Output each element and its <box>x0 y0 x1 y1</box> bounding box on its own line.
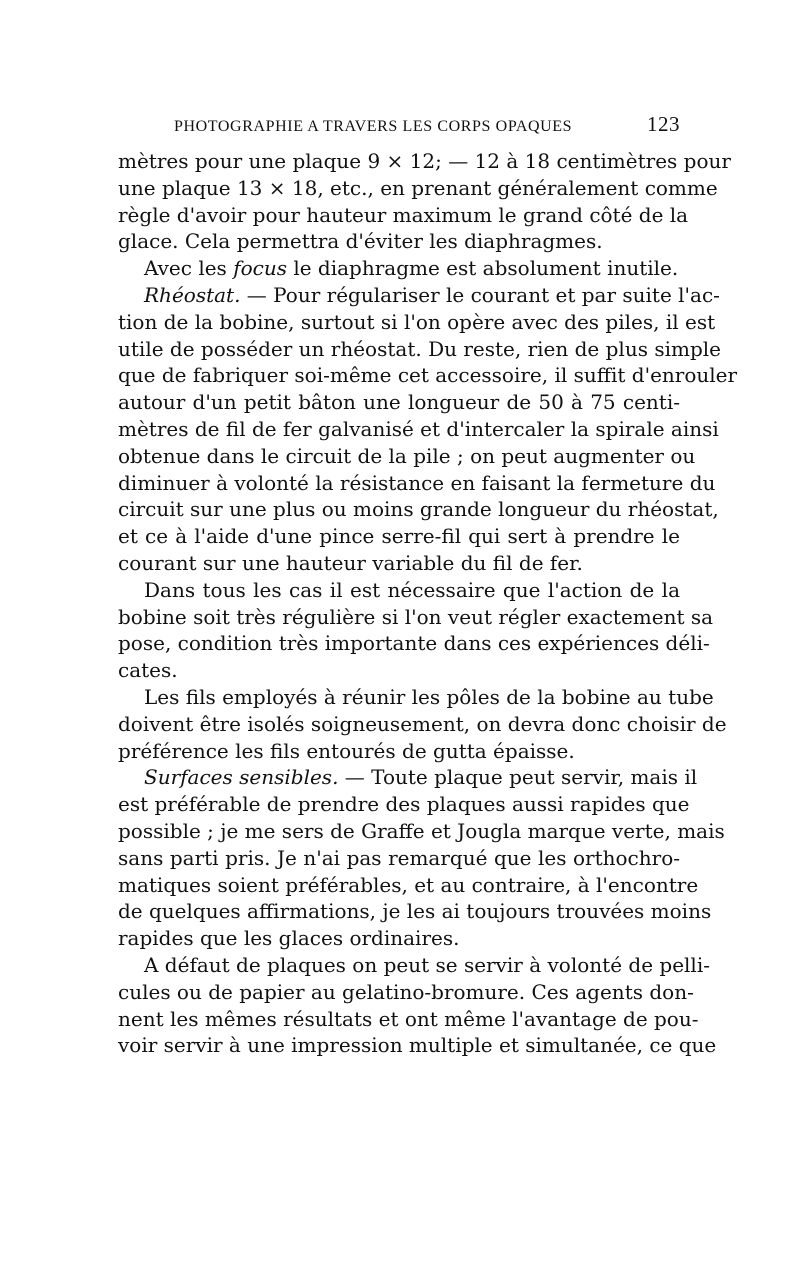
page-number: 123 <box>647 112 680 136</box>
text-line: sans parti pris. Je n'ai pas remarqué que les orthochro- <box>118 845 680 870</box>
text-fragment: Avec les <box>144 256 234 281</box>
text-line: tion de la bobine, surtout si l'on opère avec des piles, il est <box>118 309 716 334</box>
text-line <box>118 255 680 282</box>
text-fragment: — Pour régulariser le courant et par suite l'ac- <box>240 282 720 307</box>
paragraph-4 <box>118 577 714 684</box>
text-line: possible ; je me sers de Graffe et Jougla marque verte, mais <box>118 818 725 843</box>
section-heading: Surfaces sensibles. <box>144 765 339 790</box>
text-line: glace. Cela permettra d'éviter les diaphragmes. <box>118 229 603 254</box>
text-line: Dans tous les cas il est nécessaire que l'action de la <box>144 577 680 602</box>
text-line: diminuer à volonté la résistance en faisant la fermeture du <box>118 470 716 495</box>
body-text <box>118 148 738 1059</box>
text-line <box>118 764 698 791</box>
text-line: courant sur une hauteur variable du fil de fer. <box>118 550 583 575</box>
text-line: est préférable de prendre des plaques aussi rapides que <box>118 792 690 817</box>
text-line: obtenue dans le circuit de la pile ; on peut augmenter ou <box>118 443 696 468</box>
text-line: règle d'avoir pour hauteur maximum le grand côté de la <box>118 202 689 227</box>
text-line: autour d'un petit bâton une longueur de 50 à 75 centi- <box>118 390 680 415</box>
text-fragment: le diaphragme est absolument inutile. <box>286 256 679 281</box>
text-line: mètres de fil de fer galvanisé et d'intercaler la spirale ainsi <box>118 416 719 441</box>
text-line: une plaque 13 × 18, etc., en prenant généralement comme <box>118 175 718 200</box>
text-line: Les fils employés à réunir les pôles de la bobine au tube <box>144 684 714 709</box>
text-line: cules ou de papier au gelatino-bromure. Ces agents don- <box>118 979 694 1004</box>
text-line: utile de posséder un rhéostat. Du reste, rien de plus simple <box>118 336 721 361</box>
text-line: nent les mêmes résultats et ont même l'avantage de pou- <box>118 1006 699 1031</box>
text-line: matiques soient préférables, et au contraire, à l'encontre <box>118 872 699 897</box>
italic-term: focus <box>233 256 287 281</box>
text-line: bobine soit très régulière si l'on veut régler exactement sa <box>118 604 714 629</box>
text-line: pose, condition très importante dans ces expériences déli- <box>118 631 710 656</box>
paragraph-1 <box>118 148 731 255</box>
text-line <box>118 282 720 309</box>
text-fragment: — Toute plaque peut servir, mais il <box>338 765 698 790</box>
running-head <box>118 112 680 148</box>
text-line: voir servir à une impression multiple et simultanée, ce que <box>118 1033 717 1058</box>
text-line: circuit sur une plus ou moins grande longueur du rhéostat, <box>118 497 719 522</box>
text-line: préférence les fils entourés de gutta épaisse. <box>118 738 575 763</box>
text-line: rapides que les glaces ordinaires. <box>118 926 460 951</box>
text-line: que de fabriquer soi-même cet accessoire, il suffit d'enrouler <box>118 363 738 388</box>
paragraph-surfaces-sensibles <box>118 764 725 952</box>
text-line: doivent être isolés soigneusement, on devra donc choisir de <box>118 711 727 736</box>
running-title: PHOTOGRAPHIE A TRAVERS LES CORPS OPAQUES <box>174 118 573 135</box>
text-line: et ce à l'aide d'une pince serre-fil qui sert à prendre le <box>118 524 680 549</box>
paragraph-7 <box>118 952 717 1059</box>
text-line: A défaut de plaques on peut se servir à volonté de pelli- <box>144 952 710 977</box>
text-line: de quelques affirmations, je les ai toujours trouvées moins <box>118 899 712 924</box>
paragraph-2 <box>118 255 680 282</box>
text-line: mètres pour une plaque 9 × 12; — 12 à 18 centimètres pour <box>118 149 731 173</box>
section-heading: Rhéostat. <box>144 282 241 307</box>
paragraph-rheostat <box>118 282 738 577</box>
book-page <box>118 112 738 1059</box>
paragraph-5 <box>118 684 727 764</box>
text-line: cates. <box>118 658 178 683</box>
